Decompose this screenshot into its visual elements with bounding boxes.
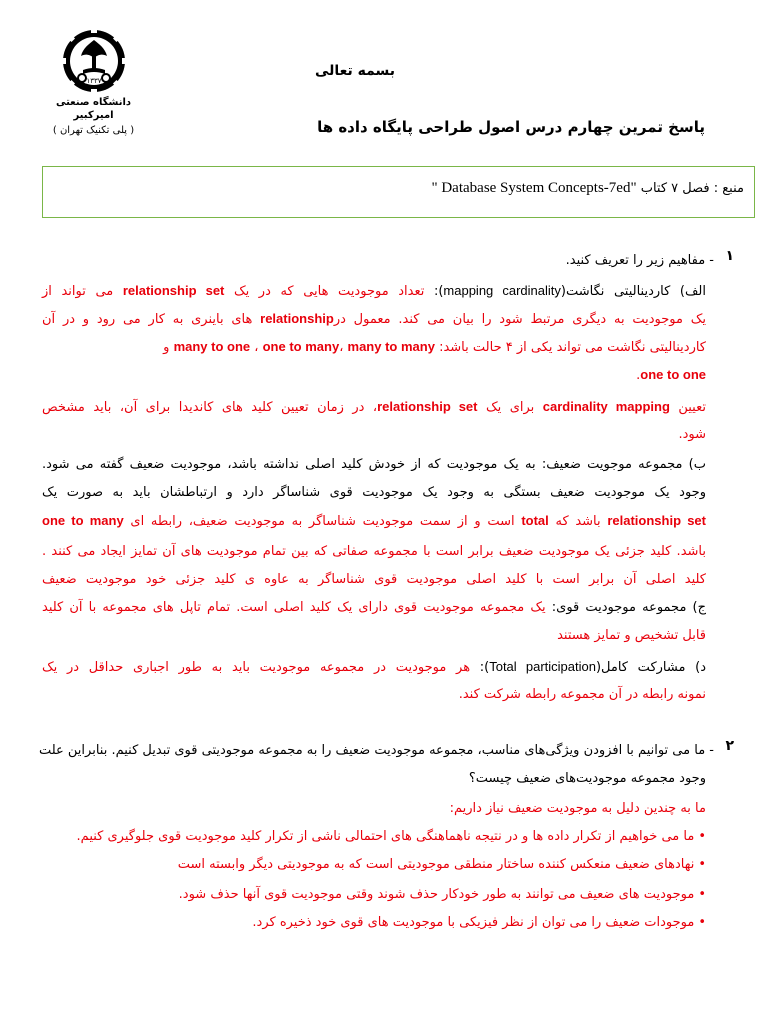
bullet-icon: • — [698, 829, 706, 844]
svg-text:۱۳۳۷: ۱۳۳۷ — [85, 77, 102, 85]
list-item: •موجودیت های ضعیف می توانند به طور خودکار حذف شوند وقتی موجودیت قوی آنها حذف شود. — [178, 887, 706, 902]
question-2-line-1: - ما می توانیم با افزودن ویژگی‌های مناسب، مجموعه موجودیت ضعیف را به مجموعه موجودیتی قوی تبدیل کنیم. بنابراین علت — [38, 743, 714, 758]
source-label: منبع : فصل ۷ کتاب — [636, 181, 744, 196]
bullet-icon: • — [698, 857, 706, 872]
q1d-line-1: د) مشارکت کامل(Total participation): هر موجودیت در مجموعه موجودیت باید به طور اجباری حداقل در یک — [42, 659, 706, 675]
question-2-answer-intro: ما به چندین دلیل به موجودیت ضعیف نیاز داریم: — [449, 801, 706, 816]
list-item: •نهادهای ضعیف منعکس کننده ساختار منطقی موجودیتی است که به موجودیتی دیگر وابسته است — [177, 857, 706, 872]
q1a-line-2: یک موجودیت به دیگری مرتبط شود را بیان می کند. معمول درrelationship های باینری به کار می رود و در آن — [42, 311, 706, 327]
question-1-prompt: - مفاهیم زیر را تعریف کنید. — [565, 253, 714, 268]
list-item: •موجودات ضعیف را می توان از نظر فیزیکی با موجودیت های قوی خود ذخیره کرد. — [252, 915, 706, 930]
university-emblem-icon — [61, 28, 127, 94]
basmala-heading: بسمه تعالی — [314, 63, 396, 79]
q1c-line-1: ج) مجموعه موجودیت قوی: یک مجموعه موجودیت قوی دارای یک کلید اصلی است. تمام تاپل های مجموعه با آن کلید — [42, 600, 706, 615]
q1a-line-1: الف) کاردینالیتی نگاشت(mapping cardinality): تعداد موجودیت هایی که در یک relationship set می تواند از — [42, 283, 706, 299]
bullet-icon: • — [698, 887, 706, 902]
source-book-title: " Database System Concepts-7ed" — [431, 180, 637, 196]
question-number-1: ۱ — [725, 248, 734, 264]
list-item: •ما می خواهیم از تکرار داده ها و در نتیجه ناهماهنگی های احتمالی ناشی از تکرار کلید موجودیت قوی جلوگیری کنیم. — [76, 829, 706, 844]
q1a-line-3: کاردینالیتی نگاشت می تواند یکی از ۴ حالت باشد: many to one ، one to many، many to many و — [163, 339, 706, 355]
question-number-2: ۲ — [725, 738, 734, 754]
source-box — [42, 166, 755, 218]
q1c-line-2: قابل تشخیص و تمایز هستند — [557, 628, 706, 643]
q1d-line-2: نمونه رابطه در آن مجموعه رابطه شرکت کند. — [458, 687, 706, 702]
question-2-line-2: وجود مجموعه موجودیت‌های ضعیف چیست؟ — [468, 771, 706, 786]
source-line — [431, 180, 744, 197]
university-logo — [46, 28, 141, 137]
document-title: پاسخ تمرین چهارم درس اصول طراحی پایگاه داده ها — [317, 118, 705, 136]
bullet-icon: • — [698, 915, 706, 930]
q1a-line-6: شود. — [678, 427, 706, 442]
q1a-line-5: تعیین cardinality mapping برای یک relationship set، در زمان تعیین کلید های کاندیدا برای آن، باید مشخص — [42, 399, 706, 415]
q1b-line-4: باشد. کلید جزئی یک موجودیت ضعیف برابر است با مجموعه صفاتی که بین تمام موجودیت های آن تمایز ایجاد می کنند . — [42, 544, 706, 559]
q1a-line-4: one to one. — [636, 367, 706, 383]
university-name: دانشگاه صنعتی امیرکبیر — [55, 97, 132, 121]
university-subtitle: ( پلی تکنیک تهران ) — [52, 125, 135, 136]
q1b-line-5: کلید اصلی آن برابر است با کلید اصلی موجودیت قوی شناساگر به عاوه ی کلید جزئی خود موجودیت ضعیف — [42, 572, 706, 587]
q1b-line-3: relationship set باشد که total است و از سمت موجودیت شناساگر به موجودیت ضعیف، رابطه ای one to many — [42, 513, 706, 529]
q1b-line-1: ب) مجموعه موجویت ضعیف: به یک موجودیت که از خودش کلید اصلی نداشته باشد، موجودیت ضعیف گفته می شود. — [42, 457, 706, 472]
q1b-line-2: وجود یک موجودیت ضعیف بستگی به وجود یک موجودیت قوی شناساگر دارد و ارتباطشان باید به صورت یک — [42, 485, 706, 500]
